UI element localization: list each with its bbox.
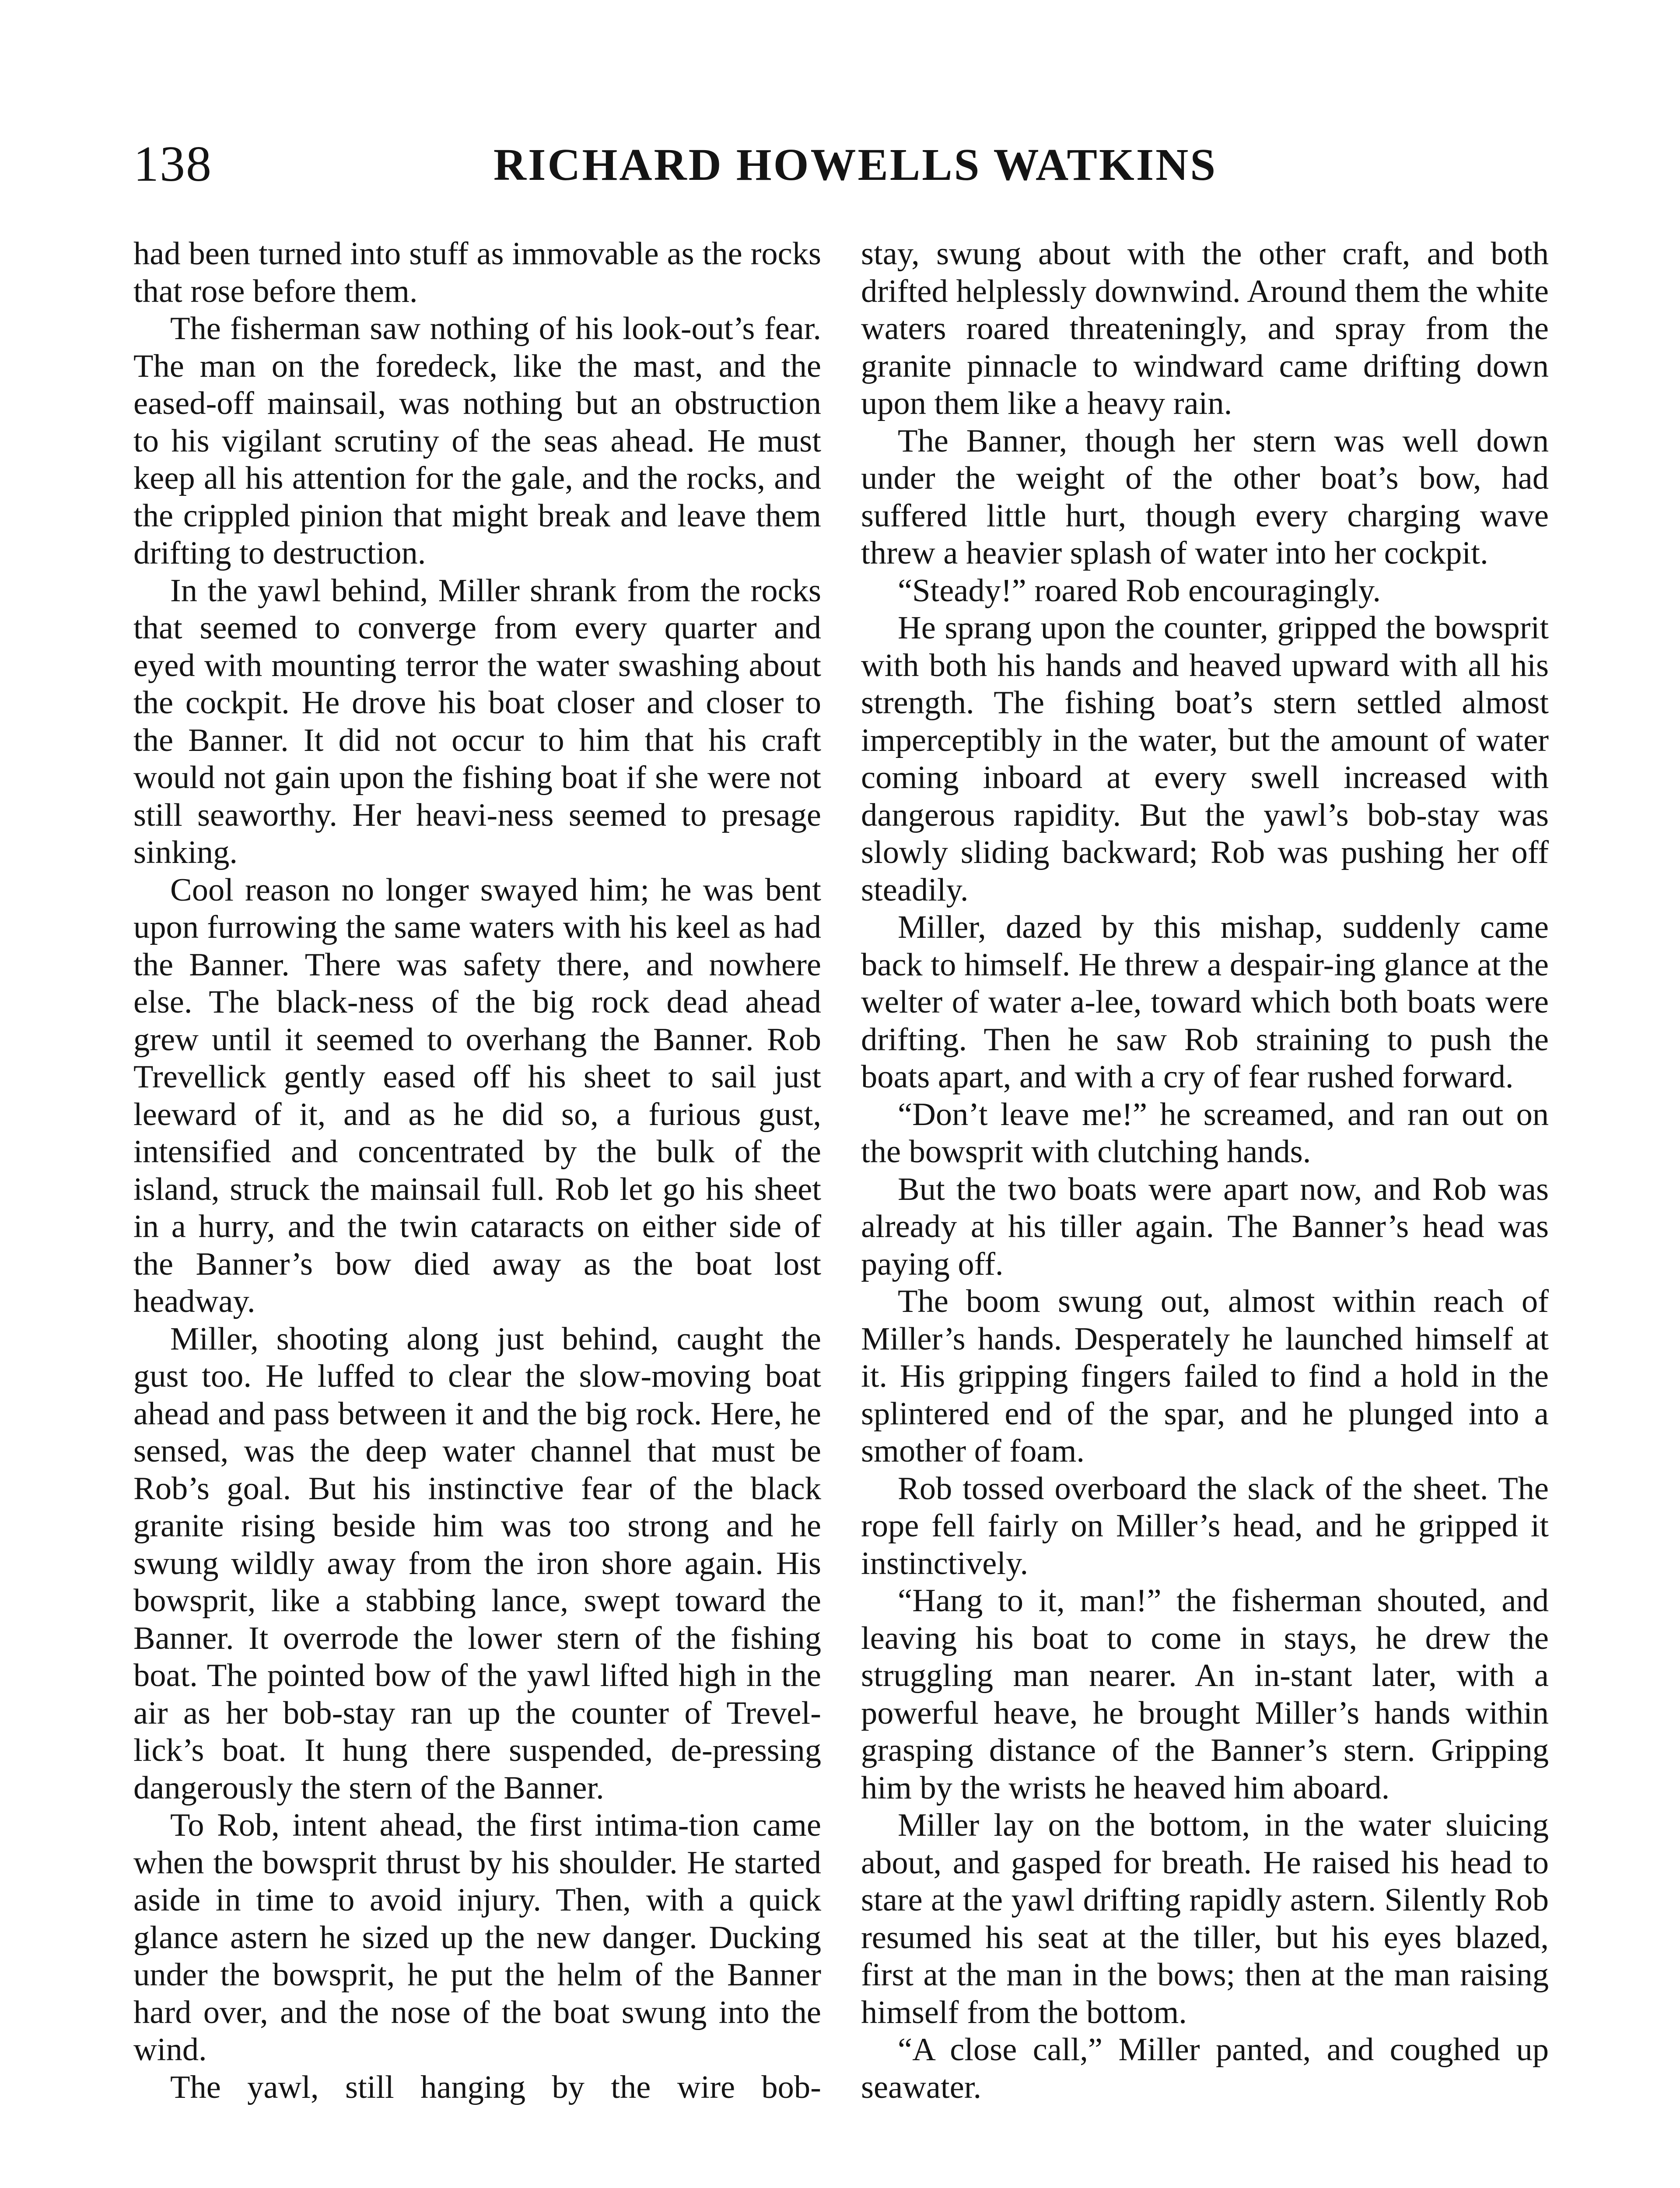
paragraph: The fisherman saw nothing of his look-out’s fear. The man on the foredeck, like the mast, and the eased-off mainsail, was nothing but an obstruction to his vigilant scrutiny of the seas ahead. He must keep all his attention for the gale, and the rocks, and the crippled pinion that might break and leave them drifting to destruction. <box>133 311 821 571</box>
right-column <box>861 235 1549 2106</box>
paragraph: Miller lay on the bottom, in the water sluicing about, and gasped for breath. He raised his head to stare at the yawl drifting rapidly astern. Silently Rob resumed his seat at the tiller, but his eyes blazed, first at the man in the bows; then at the man raising himself from the bottom. <box>861 1807 1549 2030</box>
paragraph: In the yawl behind, Miller shrank from the rocks that seemed to converge from every quarter and eyed with mounting terror the water swashing about the cockpit. He drove his boat closer and closer to the Banner. It did not occur to him that his craft would not gain upon the fishing boat if she were not still seaworthy. Her heavi-ness seemed to presage sinking. <box>133 572 821 870</box>
paragraph: had been turned into stuff as immovable as the rocks that rose before them. <box>133 236 821 309</box>
paragraph: “A close call,” Miller panted, and coughed up seawater. <box>861 2032 1549 2105</box>
left-column <box>133 235 821 2106</box>
page-header <box>133 131 1577 201</box>
page-number: 138 <box>133 136 212 192</box>
paragraph: The yawl, still hanging by the wire bob- <box>170 2069 821 2105</box>
paragraph: The Banner, though her stern was well down under the weight of the other boat’s bow, had suffered little hurt, though every charging wave threw a heavier splash of water into her cockpit. <box>861 423 1549 571</box>
paragraph: stay, swung about with the other craft, and both drifted helplessly downwind. Around them the white waters roared threateningly, and spray from the granite pinnacle to windward came drifting down upon them like a heavy rain. <box>861 236 1549 421</box>
paragraph: Miller, shooting along just behind, caught the gust too. He luffed to clear the slow-moving boat ahead and pass between it and the big rock. Here, he sensed, was the deep water channel that must be Rob’s goal. But his instinctive fear of the black granite rising beside him was too strong and he swung wildly away from the iron shore again. His bowsprit, like a stabbing lance, swept toward the Banner. It overrode the lower stern of the fishing boat. The pointed bow of the yawl lifted high in the air as her bob-stay ran up the counter of Trevel-lick’s boat. It hung there suspended, de-pressing dangerously the stern of the Banner. <box>133 1321 821 1806</box>
paragraph: The boom swung out, almost within reach of Miller’s hands. Desperately he launched himself at it. His gripping fingers failed to find a hold in the splintered end of the spar, and he plunged into a smother of foam. <box>861 1283 1549 1469</box>
paragraph: Cool reason no longer swayed him; he was bent upon furrowing the same waters with his keel as had the Banner. There was safety there, and nowhere else. The black-ness of the big rock dead ahead grew until it seemed to overhang the Banner. Rob Trevellick gently eased off his sheet to sail just leeward of it, and as he did so, a furious gust, intensified and concentrated by the bulk of the island, struck the mainsail full. Rob let go his sheet in a hurry, and the twin cataracts on either side of the Banner’s bow died away as the boat lost headway. <box>133 872 821 1319</box>
paragraph: But the two boats were apart now, and Rob was already at his tiller again. The Banner’s head was paying off. <box>861 1171 1549 1282</box>
paragraph: Rob tossed overboard the slack of the sheet. The rope fell fairly on Miller’s head, and he gripped it instinctively. <box>861 1470 1549 1581</box>
paragraph: “Hang to it, man!” the fisherman shouted, and leaving his boat to come in stays, he drew the struggling man nearer. An in-stant later, with a powerful heave, he brought Miller’s hands within grasping distance of the Banner’s stern. Gripping him by the wrists he heaved him aboard. <box>861 1583 1549 1806</box>
paragraph: “Don’t leave me!” he screamed, and ran out on the bowsprit with clutching hands. <box>861 1096 1549 1170</box>
paragraph: Miller, dazed by this mishap, suddenly came back to himself. He threw a despair-ing glance at the welter of water a-lee, toward which both boats were drifting. Then he saw Rob straining to push the boats apart, and with a cry of fear rushed forward. <box>861 909 1549 1095</box>
paragraph: “Steady!” roared Rob encouragingly. <box>898 572 1381 609</box>
running-head: RICHARD HOWELLS WATKINS <box>493 140 1218 190</box>
paragraph: To Rob, intent ahead, the first intima-tion came when the bowsprit thrust by his shoulder. He started aside in time to avoid injury. Then, with a quick glance astern he sized up the new danger. Ducking under the bowsprit, he put the helm of the Banner hard over, and the nose of the boat swung into the wind. <box>133 1807 821 2068</box>
paragraph: He sprang upon the counter, gripped the bowsprit with both his hands and heaved upward with all his strength. The fishing boat’s stern settled almost imperceptibly in the water, but the amount of water coming inboard at every swell increased with dangerous rapidity. But the yawl’s bob-stay was slowly sliding backward; Rob was pushing her off steadily. <box>861 610 1549 908</box>
